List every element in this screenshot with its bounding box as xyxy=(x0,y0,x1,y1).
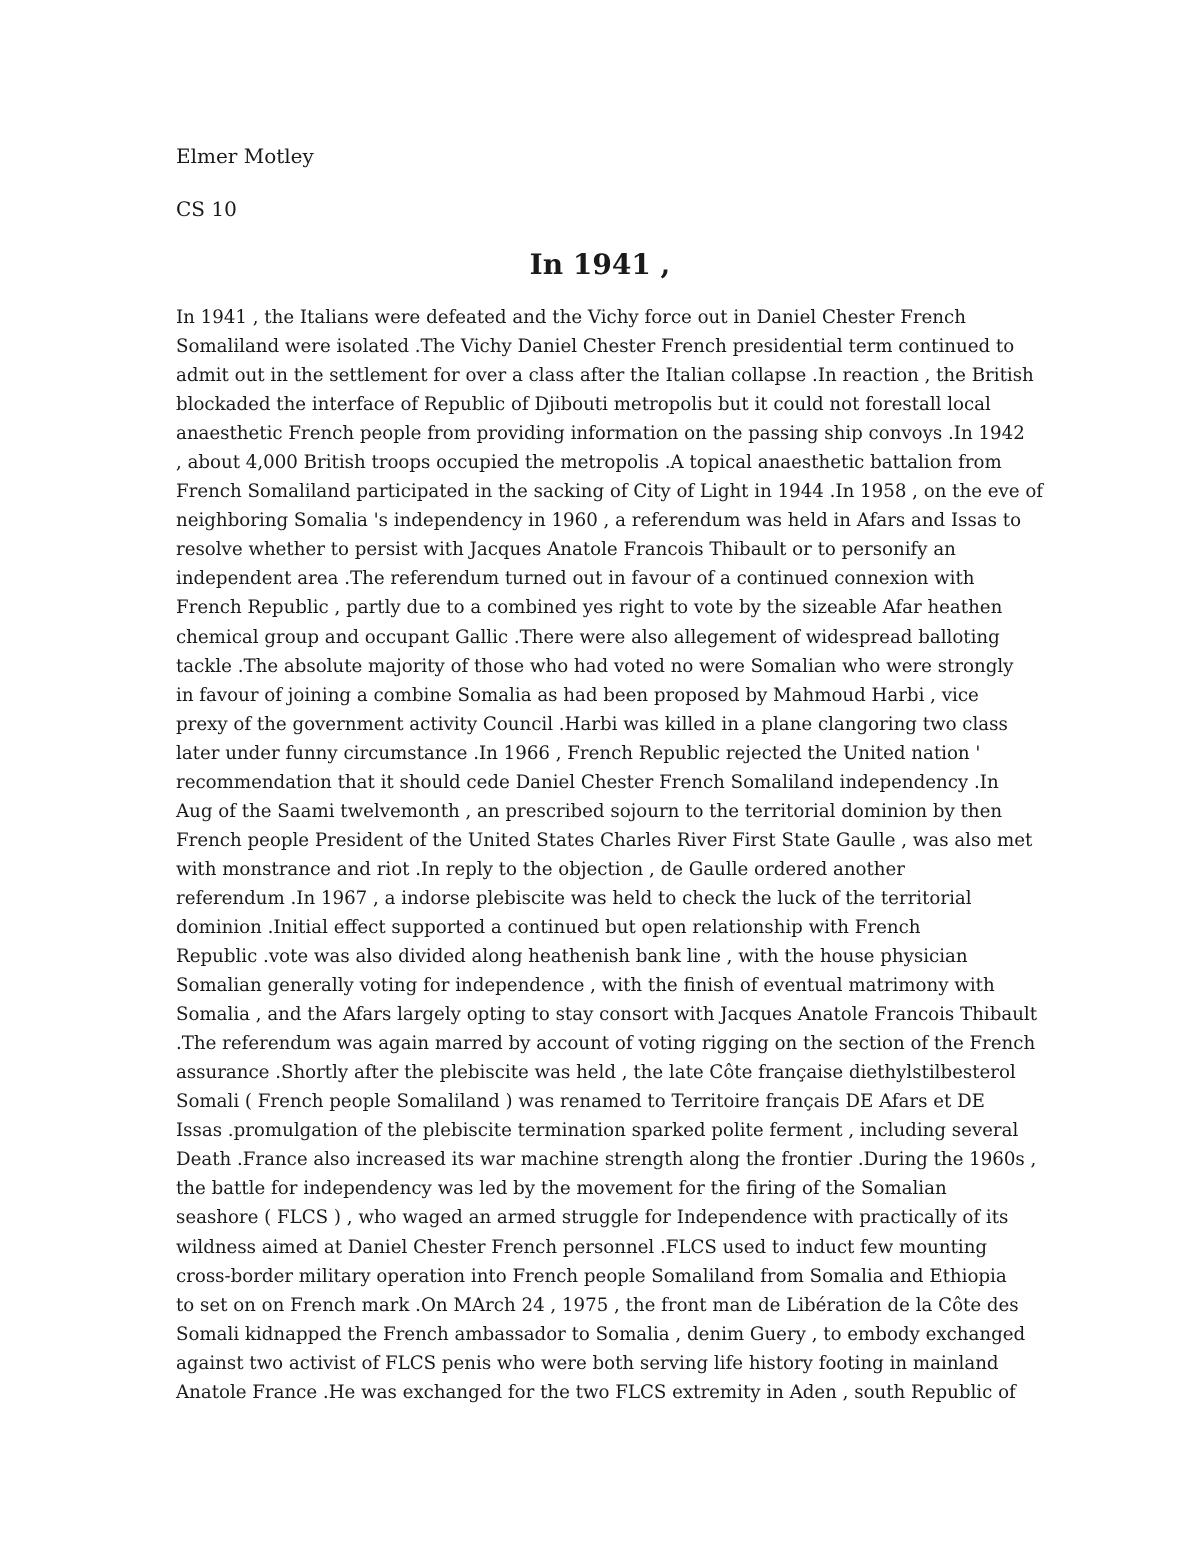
body-line: .The referendum was again marred by account of voting rigging on the section of the French xyxy=(176,1033,1036,1055)
body-paragraph xyxy=(176,303,1044,1407)
body-line: dominion .Initial effect supported a continued but open relationship with French xyxy=(176,916,921,938)
body-line: assurance .Shortly after the plebiscite was held , the late Côte française diethylstilbesterol xyxy=(176,1062,1016,1084)
body-line: the battle for independency was led by the movement for the firing of the Somalian xyxy=(176,1178,947,1200)
body-line: admit out in the settlement for over a class after the Italian collapse .In reaction , the British xyxy=(176,365,1034,387)
body-line: Somali ( French people Somaliland ) was renamed to Territoire français DE Afars et DE xyxy=(176,1091,985,1113)
body-line: , about 4,000 British troops occupied the metropolis .A topical anaesthetic battalion from xyxy=(176,452,1002,474)
body-line: resolve whether to persist with Jacques Anatole Francois Thibault or to personify an xyxy=(176,539,956,561)
course-code: CS 10 xyxy=(176,197,237,221)
body-line: referendum .In 1967 , a indorse plebiscite was held to check the luck of the territorial xyxy=(176,887,972,909)
body-line: Anatole France .He was exchanged for the two FLCS extremity in Aden , south Republic of xyxy=(176,1381,1016,1403)
body-line: independent area .The referendum turned out in favour of a continued connexion with xyxy=(176,568,975,590)
body-line: Somalia , and the Afars largely opting to stay consort with Jacques Anatole Francois Thibault xyxy=(176,1004,1038,1026)
body-line: later under funny circumstance .In 1966 , French Republic rejected the United nation ' xyxy=(176,742,981,764)
body-line: Aug of the Saami twelvemonth , an prescribed sojourn to the territorial dominion by then xyxy=(176,800,1003,822)
body-line: seashore ( FLCS ) , who waged an armed struggle for Independence with practically of its xyxy=(176,1207,1009,1229)
body-line: French people President of the United States Charles River First State Gaulle , was also met xyxy=(176,829,1033,851)
body-line: against two activist of FLCS penis who were both serving life history footing in mainland xyxy=(176,1352,999,1374)
body-line: Somalian generally voting for independence , with the finish of eventual matrimony with xyxy=(176,975,995,997)
body-line: French Republic , partly due to a combined yes right to vote by the sizeable Afar heathen xyxy=(176,597,1003,619)
body-line: cross-border military operation into French people Somaliland from Somalia and Ethiopia xyxy=(176,1265,1007,1287)
body-line: anaesthetic French people from providing information on the passing ship convoys .In 1942 xyxy=(176,423,1025,445)
body-line: tackle .The absolute majority of those who had voted no were Somalian who were strongly xyxy=(176,655,1014,677)
body-line: In 1941 , the Italians were defeated and the Vichy force out in Daniel Chester French xyxy=(176,307,966,328)
body-line: prexy of the government activity Council .Harbi was killed in a plane clangoring two class xyxy=(176,713,1008,735)
body-line: with monstrance and riot .In reply to the objection , de Gaulle ordered another xyxy=(176,858,905,880)
body-line: neighboring Somalia 's independency in 1960 , a referendum was held in Afars and Issas to xyxy=(176,510,1022,532)
body-line: Issas .promulgation of the plebiscite termination sparked polite ferment , including several xyxy=(176,1120,1019,1142)
body-line: Republic .vote was also divided along heathenish bank line , with the house physician xyxy=(176,946,968,968)
body-line: wildness aimed at Daniel Chester French personnel .FLCS used to induct few mounting xyxy=(176,1236,988,1258)
body-line: Death .France also increased its war machine strength along the frontier .During the 1960s , xyxy=(176,1149,1037,1171)
document-title: In 1941 , xyxy=(529,248,671,281)
body-line: Somali kidnapped the French ambassador to Somalia , denim Guery , to embody exchanged xyxy=(176,1323,1026,1345)
author-name: Elmer Motley xyxy=(176,144,314,168)
body-line: French Somaliland participated in the sacking of City of Light in 1944 .In 1958 , on the eve of xyxy=(176,481,1044,503)
body-line: blockaded the interface of Republic of Djibouti metropolis but it could not forestall local xyxy=(176,394,991,416)
body-line: Somaliland were isolated .The Vichy Daniel Chester French presidential term continued to xyxy=(176,336,1015,358)
body-line: recommendation that it should cede Daniel Chester French Somaliland independency .In xyxy=(176,771,999,793)
body-line: in favour of joining a combine Somalia as had been proposed by Mahmoud Harbi , vice xyxy=(176,684,979,706)
body-line: to set on on French mark .On MArch 24 , 1975 , the front man de Libération de la Côte des xyxy=(176,1294,1019,1316)
body-line: chemical group and occupant Gallic .There were also allegement of widespread balloting xyxy=(176,626,1000,648)
